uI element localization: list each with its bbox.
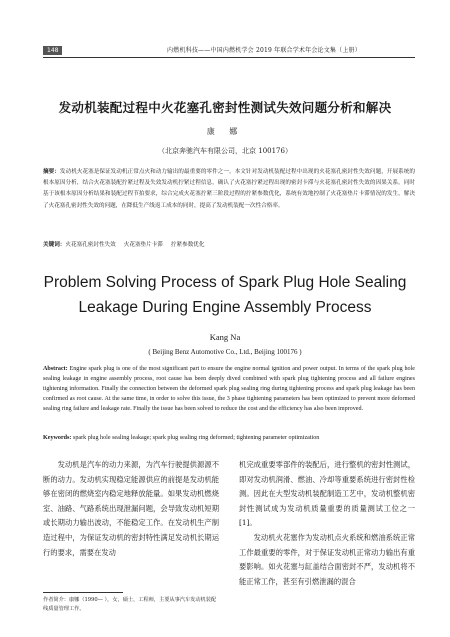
english-title-line-2: Leakage During Engine Assembly Process bbox=[78, 299, 372, 316]
chinese-keywords-label: 关键词： bbox=[43, 242, 66, 248]
author-footnote: 作者简介：康娜（1990— ），女，硕士，工程师，主要从事汽车发动机装配线质量管理工作。 bbox=[43, 597, 217, 612]
chinese-keyword: 拧紧参数优化 bbox=[170, 242, 205, 248]
page-header bbox=[43, 47, 415, 58]
chinese-abstract-text: 发动机火花塞是保证发动机正常点火和动力输出的最重要的零件之一。本文针对发动机装配过程中出现的火花塞孔密封性失效问题，开展系统的根本原因分析，结合火花塞装配拧紧过程及失效发动机拧紧过程信息，确认了火花塞拧紧过程出现的密封卡滞与火花塞孔密封性失效的因果关系。同时基于该根本原因分析结果和装配过程节拍要求，综合完成火花塞拧紧三阶段过程的拧紧参数优化，系统有效地控制了火花塞垫片卡滞情况的发生，解决了火花塞孔密封性失效的问题，在降低生产线返工成本的同时，提高了发动机装配一次性合格率。 bbox=[43, 169, 415, 209]
footnote-divider bbox=[43, 592, 123, 593]
chinese-keyword: 火花塞孔密封性失效 bbox=[65, 242, 116, 248]
english-abstract bbox=[43, 364, 415, 414]
chinese-author: 康 娜 bbox=[206, 127, 244, 136]
body-column-left bbox=[43, 458, 219, 560]
body-paragraph: 发动机是汽车的动力来源，为汽车行驶提供源源不断的动力。发动机实现稳定能源供应的前提是发动机能够在密闭的燃烧室内稳定地释放能量。如果发动机燃烧室、油路、气路系统出现泄漏问题，会导致发动机短期或长期动力输出波动，不能稳定工作。在发动机生产制造过程中，为保证发动机的密封特性满足发动机长期运行的要求，需要在发动 bbox=[43, 460, 219, 557]
page-number: 148 bbox=[43, 46, 62, 55]
chinese-affiliation: （北京奔驰汽车有限公司，北京 100176） bbox=[158, 147, 292, 155]
english-keywords bbox=[43, 434, 415, 443]
body-paragraph: 发动机火花塞作为发动机点火系统和燃油系统正常工作最重要的零件，对于保证发动机正常动力输出有重要影响。如火花塞与缸盖结合面密封不严，发动机将不能正常工作，甚至有引燃泄漏的混合 bbox=[239, 532, 415, 586]
english-abstract-text: Engine spark plug is one of the most significant part to ensure the engine normal ignition and power output. In terms of the spark plug hole sealing leakage in engine assembly process, root cause has been deeply dived combined with spark plug tightening process and all failure engines tightening information. Finally the connection between the deformed spark plug sealing ring during tightening process and spark plug leakage has been confirmed as root cause. At the same time, in order to solve this issue, the 3 phase tightening parameters has been optimized to prevent more deformed sealing ring failure and leakage rate. Finally the issue has been solved to reduce the cost and the efficiency has also been improved. bbox=[43, 366, 415, 412]
chinese-title: 发动机装配过程中火花塞孔密封性测试失效问题分析和解决 bbox=[58, 100, 392, 115]
english-affiliation: ( Beijing Benz Automotive Co., Ltd., Beijing 100176 ) bbox=[148, 348, 302, 356]
body-paragraph: 机完成重要零部件的装配后，进行整机的密封性测试，即对发动机润滑、燃油、冷却等重要系统进行密封性检测。因此在大型发动机装配制造工艺中，发动机整机密封性测试成为发动机质量重要的质量测试工位之一[1]。 bbox=[239, 460, 415, 528]
body-column-right bbox=[239, 458, 415, 589]
english-title-line-1: Problem Solving Process of Spark Plug Hole Sealing bbox=[43, 274, 407, 291]
english-title bbox=[30, 270, 420, 320]
english-keywords-text: spark plug hole sealing leakage; spark plug sealing ring deformed; tightening parameter optimization bbox=[72, 435, 320, 441]
chinese-keywords bbox=[43, 241, 415, 250]
english-abstract-label: Abstract: bbox=[43, 366, 68, 372]
chinese-abstract-label: 摘要： bbox=[43, 169, 60, 175]
english-author: Kang Na bbox=[209, 332, 241, 342]
english-keywords-label: Keywords: bbox=[43, 435, 72, 441]
chinese-abstract bbox=[43, 167, 415, 212]
chinese-keyword: 火花塞垫片卡滞 bbox=[123, 242, 163, 248]
running-head: 内燃机科技——中国内燃机学会 2019 年联合学术年会论文集（上册） bbox=[167, 47, 361, 54]
